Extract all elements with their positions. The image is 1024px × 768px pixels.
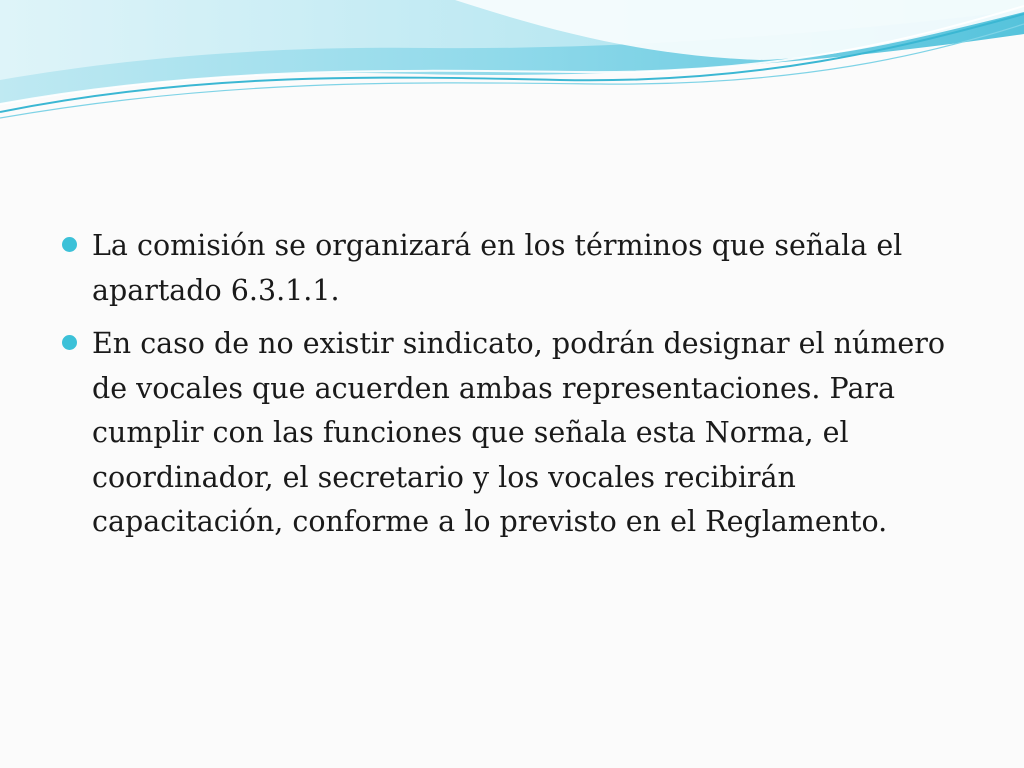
bullet-item-2	[62, 322, 952, 545]
bullet-item-1	[62, 224, 952, 313]
bullet-text-1: La comisión se organizará en los términos que señala el apartado 6.3.1.1.	[92, 229, 903, 307]
bullet-text-2: En caso de no existir sindicato, podrán designar el número de vocales que acuerden ambas representaciones. Para cumplir con las funciones que señala esta Norma, el coordinador, el secretario y los vocales recibirán capacitación, conforme a lo previsto en el Reglamento.	[92, 327, 946, 538]
bullet-dot-icon	[62, 335, 77, 350]
bullet-list	[62, 224, 952, 545]
slide-content	[62, 224, 952, 554]
bullet-dot-icon	[62, 237, 77, 252]
decorative-wave-header	[0, 0, 1024, 130]
